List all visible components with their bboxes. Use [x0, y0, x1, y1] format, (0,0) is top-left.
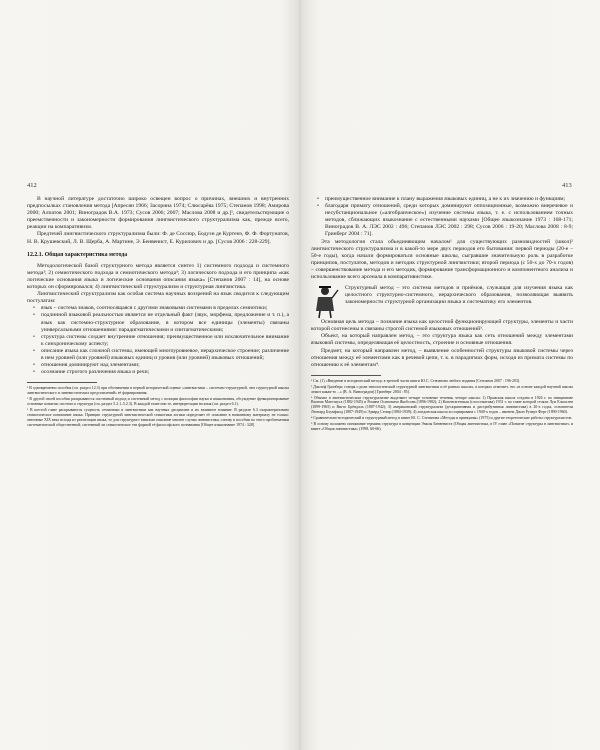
list-item: • подлинной языковой реальностью является не отдельный факт (звук, морфема, предложение и т. п.), а язык как системно-структурное образование, в котором все единицы (элементы) связаны универсальными отношениями: парадигматическими и синтагматическими; [41, 312, 289, 333]
left-page [27, 196, 289, 429]
list-item: • преимущественное внимание к плану выражения языковых единиц, а не к их значению и функциям; [325, 196, 573, 203]
basis-paragraph: Методологической базой структурного метода является синтез 1) системного подхода и системного метода²; 2) семиотического подхода и семиотического метода³; 3) логического подхода и его принципа «как логические основания языка и логические основания описания языка» [Степанов 2007 : 14], на основе которых он сформировался; 4) лингвистический структурализм и структурная лингвистика. [27, 262, 289, 291]
footnote: ⁵ В основу положено понимание термина структура в концепции Эмиля Бенвениста (Общая лингвистика, в IV главе «Понятие структуры в лингвистике» и книге «Общая лингвистика» (1998, 60-66). [311, 422, 573, 431]
footnote-separator [27, 382, 97, 383]
footnote: ¹ В одновременно пособия (см. раздел 12.3) при обозначении в первой исторической оценке «лингвистики – системно-структурной, чем структурной школы лингвистического и лингвистических представлений» её формирования. [27, 386, 289, 396]
right-page [311, 196, 573, 433]
subject-paragraph: Предмет, на который направлен метод, – выявление особенностей структуры языковой системы через отношения между её элементами как в речевой цепи, т. к. в парадигмах форм, исходя из примата системы по отношению к её элементам⁴. [311, 347, 573, 368]
methodology-paragraph: Эта методология стала объединяющим началом¹ для существующих разновидностей (школ)² лингвистического структурализма и в какой-то мере двух периодов его бытования: первой периоды (20-е – 50-е годы), когда начали формироваться основные школы, сыгравшие значительную роль в разработке принципов, постулатов, методов и методик структурной лингвистики; второй периода (с 50-х до 70-х годов) – совершенствование метода и его методик, формирование трансформационного и компонентного анализа и использование всего арсенала в компаративистике. [311, 238, 573, 281]
list-item: • структура системы создает внутренние отношения; преимущественное или исключительное внимание к синхроническому аспекту; [41, 334, 289, 348]
predecessors-paragraph: Предтечей лингвистического структурализма были: Ф. де Соссюр, Бодуэн де Куртенэ, Ф. Ф. Фортунатов, Н. В. Крушевский, Л. В. Щерба, А. Мартине, Э. Бенвенист, Е. Курилович и др. [Сусов 2006 : 228-229]. [27, 231, 289, 245]
object-paragraph: Объект, на который направлен метод, – это структура языка как сеть отношений между элементами языковой системы, определяющая её целостность, строение и основные отношения. [311, 333, 573, 347]
intro-paragraph: В научной литературе достаточно широко освещен вопрос о причинах, внешних и внутренних предпосылках становления метода [Апресян 1966; Засорина 1974; Слюсарёва 1975; Степанов 1998; Амирова 2000; Алпатов 2001; Виноградов В.А. 1973; Сусов 2006; 2007; Маслова 2008 и др.]¹, свидетельствующие о преемственности и закономерности формирования лингвистического структурализма как, прежде всего, реакции на компаративизм. [27, 196, 289, 231]
right-page-number: 413 [562, 182, 572, 189]
left-page-number: 412 [27, 182, 37, 189]
list-item: • благодаря примату отношений, среди которых доминируют оппозиционные, возможно внеречевое и несубстанциональное («алгебраическое») изучение системы языка, т. е. с использованием точных методов, сближающих языкознание с естественными науками [Общее языкознание 1973 : 168-171; Виноградов В. А. ЛЭС 2002 : 496; Степанов ЛЭС 2002 : 298; Сусов 2006 : 19-20; Маслова 2008 : 8-9; Гринберг 2004 : 71]. [325, 203, 573, 238]
list-item: • отношения доминируют над элементами; [41, 362, 289, 369]
footnote: ³ Обычно в лингвистическом структурализме выделяют четыре основные течения, четыре школы: 1) Пражская школа создана в 1926 г. по инициативе Вилема Матезиуса (1882-1945) и Романа Осиповича Якобсона (1896-1982); 2) Копенгагенская (глоссематика) 1931 г. по главе которой стояли Луи Ельмслев (1899-1965) и Вигго Брёндаль (1887-1942); 3) американский структурализм (дескриптивная и дистрибутивная лингвистика) в 20-х годах, основатели Леонард Блумфилд (1887-1949) и Эдвард Сепир (1884-1939); 4) лондонская школа ассоциирована с 1940-х годов – именем Джон Руперт Ферт (1890-1960). [311, 395, 573, 415]
footnote-separator [311, 375, 381, 376]
definition-paragraph: Структурный метод – это система методов и приёмов, служащая для изучения языка как целостного структурно-системного, иерархического образования, позволяющая выявить закономерности структурной организации языка и систематику его элементов. [345, 285, 573, 306]
list-item: • язык – система знаков, соотносящаяся с другими знаковыми системами в пределах семиотики; [41, 305, 289, 312]
goal-paragraph: Основная цель метода – познание языка как целостной функционирующей структуры, элементы и части которой соотнесены и связаны строгой системой языковых отношений³. [311, 319, 573, 333]
list-item: • осознание строгого различения языка и речи; [41, 369, 289, 376]
footnote: ² В другой своей пособия раскрываются системный подход и системный метод с позиции философии науки и языкознания, обсуждение функционирование основные понятия: система и структура (см. раздел 5.2.1–5.2.3). В каждой главе они те, интерпретации на язык (см. раздел 6.1). [27, 397, 289, 406]
footnote: ² Джозеф Гринберг, говоря о роли типологической структурной лингвистики и её разных школах, в которых отмечает, что «в основе каждой научной школы лежит какая-то ...» (В. А. Виноградов) [Гринберг 2004 : 85]. [311, 384, 573, 394]
definition-block [311, 285, 573, 319]
teacher-figure-icon [311, 285, 339, 319]
right-footnotes [311, 379, 573, 432]
list-item: • описание языка как сложной системы, имеющей многоуровневое, иерархическое строение; различение в нем уровней (или уровней) языковых единиц и уровня (или уровней) языковых отношений; [41, 348, 289, 362]
footnote: ³ В шестой главе раскрываются сущность семиотики и лингвистики как научных дисциплин и их взаимное влияние. В разделе 6.3 охарактеризовано семиотическое понимание языка. Принцип структурной лингвистической семиотики логики определяет её описание в названному материалу не только: античные XIX века исходя из реализации языка, то для структурист книгами описание многие случаи лингвистики, основу в пособии по этого проблематики систематической общественной; системный ли семиотическое эти формой её философского познавания [Общее языкознание 1974 : 328]. [27, 407, 289, 427]
section-title: 12.2.1. Общая характеристика метода [27, 251, 128, 258]
footnote: ¹ См. (1) «Введение в исторический метод» в третьей части книги Ю.С. Степанова любого издания [Степанов 2007 : 196-203]. [311, 378, 521, 383]
postulates-intro: Лингвистический структурализм как особая система научных воззрений на язык сводится к следующим постулатам: [27, 291, 289, 305]
footnote: ⁴ Сравнительно-исторический и структурный метод в книге Ю. С. Степанова «Методы и принципы» (1975) и другие теоретические работы структуралистов. [311, 416, 573, 421]
right-bullets [311, 196, 573, 239]
postulates-list [27, 305, 289, 376]
left-footnotes [27, 386, 289, 427]
